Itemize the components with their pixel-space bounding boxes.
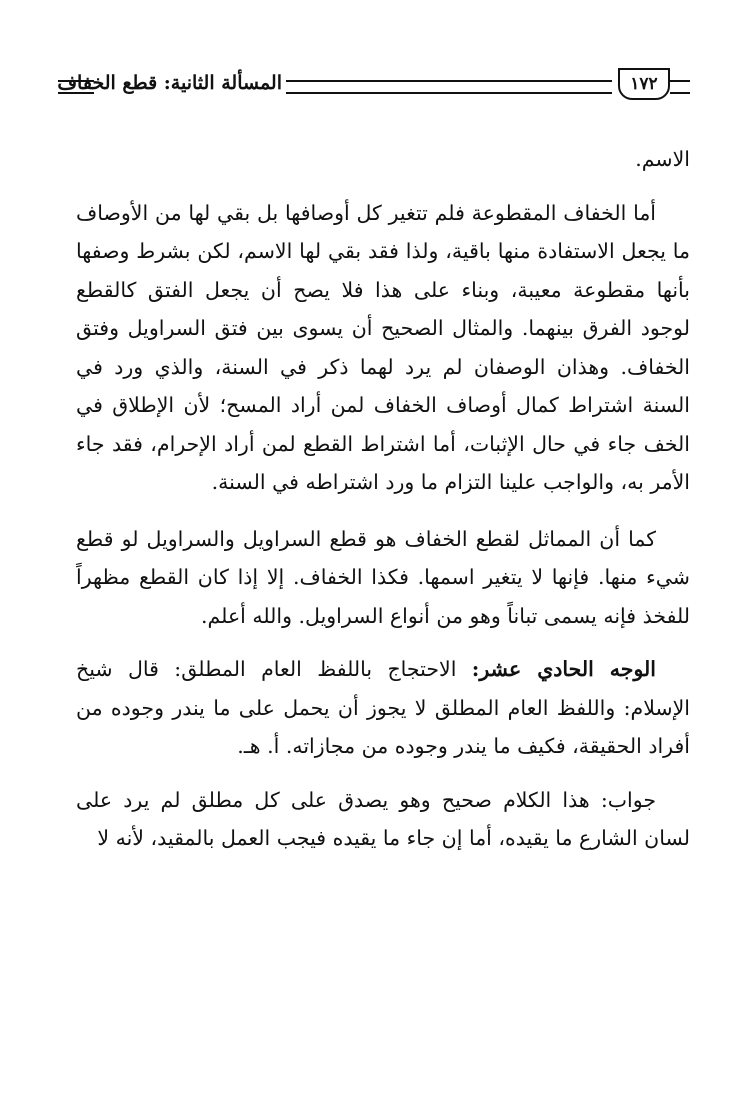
header-rule-right (670, 80, 690, 94)
header-rule-middle (286, 80, 612, 94)
page-number: ١٧٢ (618, 68, 670, 100)
paragraph: كما أن المماثل لقطع الخفاف هو قطع السراويل والسراويل لو قطع شيء منها. فإنها لا يتغير اسمها. فكذا الخفاف. إلا إذا كان القطع مظهراً للفخذ فإنه يسمى تباناً وهو من أنواع السراويل. والله أعلم. (76, 526, 690, 628)
chapter-title: المسألة الثانية: قطع الخفاف (57, 72, 282, 94)
paragraph: أما الخفاف المقطوعة فلم تتغير كل أوصافها بل بقي لها من الأوصاف ما يجعل الاستفادة منها باقية، ولذا فقد بقي لها الاسم، لكن بشرط وصفها بأنها مقطوعة معيبة، وبناء على هذا فلا يصح أن يجعل الفتق كالقطع لوجود الفرق بينهما. والمثال الصحيح أن يسوى بين فتق السراويل وفتق الخفاف. وهذان الوصفان لم يرد لهما ذكر في السنة، والذي ورد في السنة اشتراط كمال أوصاف الخفاف لمن أراد المسح؛ لأن الإطلاق في الخف جاء في حال الإثبات، أما اشتراط القطع لمن أراد الإحرام، فقد جاء الأمر به، والواجب علينا التزام ما ورد اشتراطه في السنة. (76, 200, 690, 494)
paragraph: جواب: هذا الكلام صحيح وهو يصدق على كل مطلق لم يرد على لسان الشارع ما يقيده، أما إن جاء ما يقيده فيجب العمل بالمقيد، لأنه لا (76, 787, 690, 850)
paragraph: الاسم. (635, 147, 690, 171)
page-body (76, 140, 690, 858)
paragraph (76, 650, 690, 766)
running-header (58, 66, 688, 106)
section-heading: الوجه الحادي عشر: (471, 657, 656, 681)
paragraph-text: الاحتجاج باللفظ العام المطلق: قال شيخ الإسلام: واللفظ العام المطلق لا يجوز أن يحمل على ما يندر وجوده من أفراد الحقيقة، فكيف ما يندر وجوده من مجازاته. أ. هـ. (76, 657, 690, 758)
